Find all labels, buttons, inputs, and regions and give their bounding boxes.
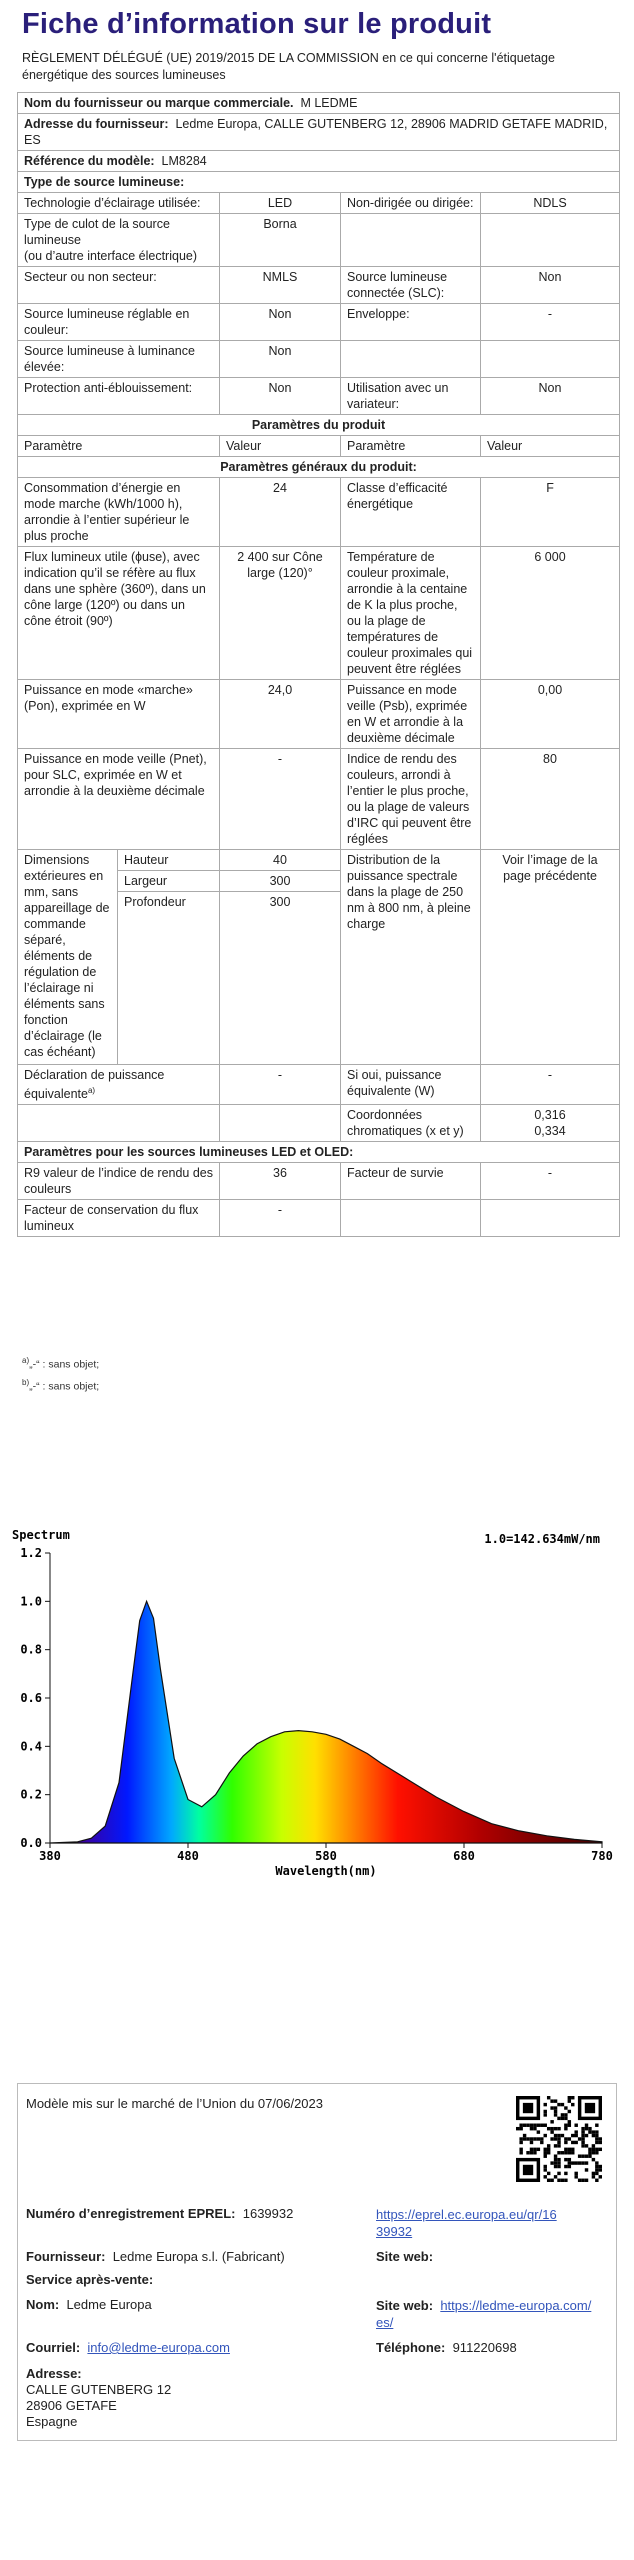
supplier-name-label: Nom du fournisseur ou marque commerciale. xyxy=(24,96,294,110)
product-params-heading: Paramètres du produit xyxy=(18,415,620,436)
chromaticity-row xyxy=(18,1105,620,1142)
anti-glare-value: Non xyxy=(220,378,341,415)
spd-value: Voir l’image de la page précédente xyxy=(481,850,620,1065)
spd-label: Distribution de la puissance spectrale dans la plage de 250 nm à 800 nm, à pleine charge xyxy=(341,850,481,1065)
efficiency-class-value: F xyxy=(481,478,620,547)
flux-value: 2 400 sur Cône large (120)° xyxy=(220,547,341,680)
connected-label: Source lumineuse connectée (SLC): xyxy=(341,267,481,304)
dimensions-label: Dimensions extérieures en mm, sans appareillage de commande séparé, éléments de régulation de l’éclairage ni éléments sans fonction d’éclairage (le cas échéant) xyxy=(18,850,118,1065)
standby-label: Puissance en mode veille (Psb), exprimée en W et arrondie à la deuxième décimale xyxy=(341,680,481,749)
dimensions-row xyxy=(18,850,620,871)
x-tick-label: 780 xyxy=(591,1849,613,1863)
net-standby-value: - xyxy=(220,749,341,850)
directional-label: Non-dirigée ou dirigée: xyxy=(341,193,481,214)
regulation-subtitle: RÈGLEMENT DÉLÉGUÉ (UE) 2019/2015 DE LA COMMISSION en ce qui concerne l'étiquetage énergétique des sources lumineuses xyxy=(22,51,555,82)
spectrum-chart xyxy=(10,1525,622,1885)
mains-value: NMLS xyxy=(220,267,341,304)
mains-label: Secteur ou non secteur: xyxy=(18,267,220,304)
general-params-heading-row xyxy=(18,457,620,478)
supplier-address-row xyxy=(18,114,620,151)
after-sales-label: Service après-vente: xyxy=(26,2272,154,2287)
eprel-card xyxy=(17,2083,617,2441)
supplier-name-row xyxy=(18,93,620,114)
column-header-param-2: Paramètre xyxy=(341,436,481,457)
dimmer-value: Non xyxy=(481,378,620,415)
efficiency-class-label: Classe d’efficacité énergétique xyxy=(341,478,481,547)
phone-label: Téléphone: xyxy=(376,2340,446,2355)
width-label: Largeur xyxy=(118,871,220,892)
envelope-label: Enveloppe: xyxy=(341,304,481,341)
email-label: Courriel: xyxy=(26,2340,81,2355)
x-tick-label: 480 xyxy=(177,1849,199,1863)
r9-row xyxy=(18,1163,620,1200)
mains-row xyxy=(18,267,620,304)
chromaticity-y: 0,334 xyxy=(534,1124,566,1139)
eprel-reg-value: 1639932 xyxy=(242,2206,294,2221)
model-reference-value: LM8284 xyxy=(161,154,207,168)
footnote-b: $^{b)}$„-“ : sans objet; xyxy=(22,1377,100,1392)
led-params-heading: Paramètres pour les sources lumineuses LED et OLED: xyxy=(18,1142,620,1163)
high-luminance-row xyxy=(18,341,620,378)
x-tick-label: 680 xyxy=(453,1849,475,1863)
y-tick-label: 0.0 xyxy=(20,1836,42,1850)
chromaticity-label: Coordonnées chromatiques (x et y) xyxy=(341,1105,481,1142)
technology-row xyxy=(18,193,620,214)
cri-label: Indice de rendu des couleurs, arrondi à l’entier le plus proche, ou la plage de valeurs d’IRC qui peuvent être réglées xyxy=(341,749,481,850)
model-reference-label: Référence du modèle: xyxy=(24,154,155,168)
qr-code-icon[interactable] xyxy=(516,2096,602,2182)
chart-title: Spectrum xyxy=(12,1528,70,1542)
service-website-link[interactable]: https://ledme-europa.com/ es/ xyxy=(376,2298,592,2330)
service-website-label: Site web: xyxy=(376,2298,434,2313)
survival-value: - xyxy=(481,1163,620,1200)
lumen-maintenance-label: Facteur de conservation du flux lumineux xyxy=(18,1200,220,1237)
high-luminance-value: Non xyxy=(220,341,341,378)
net-standby-label: Puissance en mode veille (Pnet), pour SLC, exprimée en W et arrondie à la deuxième décimale xyxy=(18,749,220,850)
envelope-value: - xyxy=(481,304,620,341)
colour-tunable-label: Source lumineuse réglable en couleur: xyxy=(18,304,220,341)
supplier-label: Fournisseur: xyxy=(26,2249,106,2264)
model-reference-row xyxy=(18,151,620,172)
chromaticity-x: 0,316 xyxy=(534,1108,566,1123)
equivalent-power-value: - xyxy=(220,1065,341,1105)
y-tick-label: 0.6 xyxy=(20,1691,42,1705)
footnotes xyxy=(22,1352,99,1395)
net-standby-row xyxy=(18,749,620,850)
lumen-maintenance-value: - xyxy=(220,1200,341,1237)
equivalent-watts-value: - xyxy=(481,1065,620,1105)
x-tick-label: 580 xyxy=(315,1849,337,1863)
standby-value: 0,00 xyxy=(481,680,620,749)
y-tick-label: 0.2 xyxy=(20,1787,42,1802)
email-link[interactable]: info@ledme-europa.com xyxy=(87,2340,230,2355)
depth-value: 300 xyxy=(220,892,341,1065)
source-type-heading-row xyxy=(18,172,620,193)
supplier-name-value: M LEDME xyxy=(300,96,358,110)
energy-row xyxy=(18,478,620,547)
y-tick-label: 0.8 xyxy=(20,1642,42,1657)
cap-type-label-2: (ou d’autre interface électrique) xyxy=(24,249,198,263)
product-params-heading-row xyxy=(18,415,620,436)
dimmer-label: Utilisation avec un variateur: xyxy=(341,378,481,415)
supplier-address-value: Ledme Europa, CALLE GUTENBERG 12, 28906 MADRID GETAFE MADRID, ES xyxy=(24,117,608,147)
market-date: Modèle mis sur le marché de l’Union du 07/06/2023 xyxy=(26,2096,324,2111)
technology-value: LED xyxy=(220,193,341,214)
on-power-label: Puissance en mode «marche» (Pon), exprimée en W xyxy=(18,680,220,749)
y-tick-label: 0.4 xyxy=(20,1739,42,1754)
height-value: 40 xyxy=(220,850,341,871)
height-label: Hauteur xyxy=(118,850,220,871)
address-line-2: 28906 GETAFE xyxy=(26,2398,117,2413)
phone-value: 911220698 xyxy=(452,2340,517,2355)
colour-tunable-row xyxy=(18,304,620,341)
anti-glare-label: Protection anti-éblouissement: xyxy=(18,378,220,415)
spectrum-area xyxy=(50,1601,602,1843)
service-name-value: Ledme Europa xyxy=(66,2297,152,2312)
survival-label: Facteur de survie xyxy=(341,1163,481,1200)
energy-value: 24 xyxy=(220,478,341,547)
equivalent-watts-label: Si oui, puissance équivalente (W) xyxy=(341,1065,481,1105)
service-name-label: Nom: xyxy=(26,2297,60,2312)
supplier-value: Ledme Europa s.l. (Fabricant) xyxy=(112,2249,285,2264)
x-axis-label: Wavelength(nm) xyxy=(275,1864,377,1878)
colour-tunable-value: Non xyxy=(220,304,341,341)
column-header-value-2: Valeur xyxy=(481,436,620,457)
r9-label: R9 valeur de l’indice de rendu des couleurs xyxy=(18,1163,220,1200)
on-power-row xyxy=(18,680,620,749)
column-headers-row xyxy=(18,436,620,457)
website-label: Site web: xyxy=(376,2249,434,2264)
r9-value: 36 xyxy=(220,1163,341,1200)
lumen-maintenance-row xyxy=(18,1200,620,1237)
source-type-heading: Type de source lumineuse: xyxy=(18,172,620,193)
on-power-value: 24,0 xyxy=(220,680,341,749)
page-title: Fiche d’information sur le produit xyxy=(22,8,492,40)
cap-type-value: Borna xyxy=(220,214,341,267)
flux-row xyxy=(18,547,620,680)
flux-label: Flux lumineux utile (ɸuse), avec indication qu’il se réfère au flux dans une sphère (360º), dans un cône large (120º) ou dans un cône étroit (90º) xyxy=(18,547,220,680)
x-tick-label: 380 xyxy=(39,1849,61,1863)
led-params-heading-row xyxy=(18,1142,620,1163)
width-value: 300 xyxy=(220,871,341,892)
product-info-table xyxy=(17,92,620,1237)
address-line-1: CALLE GUTENBERG 12 xyxy=(26,2382,172,2397)
cct-label: Température de couleur proximale, arrondie à la centaine de K la plus proche, ou la plage de températures de couleur proximales qui peuvent être réglées xyxy=(341,547,481,680)
anti-glare-row xyxy=(18,378,620,415)
address-label: Adresse: xyxy=(26,2366,82,2381)
equivalent-power-row: Déclaration de puissance équivalente$^{a)}$ - Si oui, puissance équivalente (W) - xyxy=(18,1065,620,1105)
cct-value: 6 000 xyxy=(481,547,620,680)
y-tick-label: 1.0 xyxy=(20,1594,42,1609)
cap-type-label: Type de culot de la source lumineuse xyxy=(24,217,170,247)
energy-label: Consommation d’énergie en mode marche (kWh/1000 h), arrondie à l’entier supérieur le plus proche xyxy=(18,478,220,547)
equivalent-power-label: Déclaration de puissance équivalente xyxy=(24,1068,165,1102)
column-header-param: Paramètre xyxy=(18,436,220,457)
supplier-address-label: Adresse du fournisseur: xyxy=(24,117,169,131)
chart-annotation: 1.0=142.634mW/nm xyxy=(484,1532,600,1546)
eprel-reg-label: Numéro d’enregistrement EPREL: xyxy=(26,2206,236,2221)
connected-value: Non xyxy=(481,267,620,304)
high-luminance-label: Source lumineuse à luminance élevée: xyxy=(18,341,220,378)
y-tick-label: 1.2 xyxy=(20,1546,42,1560)
depth-label: Profondeur xyxy=(118,892,220,1065)
eprel-url-link[interactable]: https://eprel.ec.europa.eu/qr/16 39932 xyxy=(376,2207,557,2239)
footnote-a: $^{a)}$„-“ : sans objet; xyxy=(22,1356,100,1371)
column-header-value: Valeur xyxy=(220,436,341,457)
technology-label: Technologie d’éclairage utilisée: xyxy=(18,193,220,214)
general-params-heading: Paramètres généraux du produit: xyxy=(18,457,620,478)
cri-value: 80 xyxy=(481,749,620,850)
directional-value: NDLS xyxy=(481,193,620,214)
cap-type-row xyxy=(18,214,620,267)
address-line-3: Espagne xyxy=(26,2414,78,2429)
